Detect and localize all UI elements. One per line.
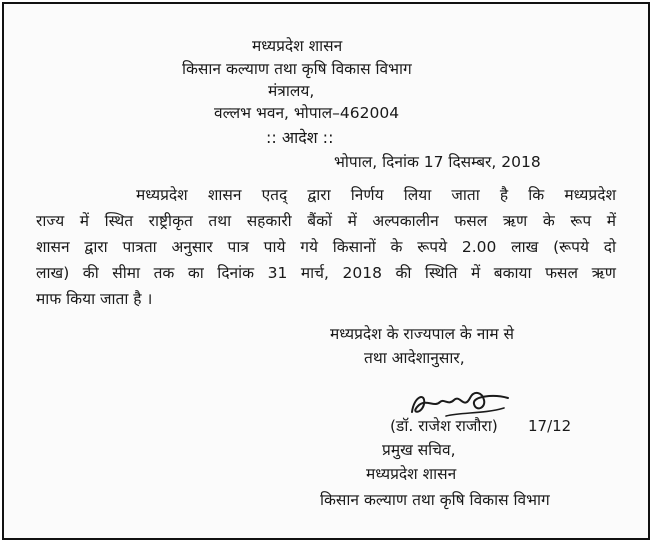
signatory-department: किसान कल्याण तथा कृषि विकास विभाग bbox=[320, 491, 550, 509]
body-line-4: लाख) की सीमा तक का दिनांक 31 मार्च, 2018 की स्थिति में बकाया फसल ऋण bbox=[36, 264, 616, 282]
date-line: भोपाल, दिनांक 17 दिसम्बर, 2018 bbox=[334, 153, 541, 171]
signatory-designation: प्रमुख सचिव, bbox=[382, 441, 456, 459]
signatory-name: (डॉ. राजेश राजौरा) bbox=[390, 417, 498, 435]
body-line-5: माफ किया जाता है । bbox=[36, 290, 153, 308]
signatory-office: मध्यप्रदेश शासन bbox=[366, 465, 457, 483]
header-address: वल्लभ भवन, भोपाल–462004 bbox=[214, 104, 400, 122]
body-line-2: राज्य में स्थित राष्ट्रीकृत तथा सहकारी बैंकों में अल्पकालीन फसल ऋण के रूप में bbox=[36, 212, 616, 230]
closing-line-2: तथा आदेशानुसार, bbox=[364, 349, 465, 367]
body-line-3: शासन द्वारा पात्रता अनुसार पात्र पाये गये किसानों के रूपये 2.00 लाख (रूपये दो bbox=[36, 238, 616, 256]
order-body bbox=[36, 182, 616, 312]
header-government: मध्यप्रदेश शासन bbox=[252, 37, 343, 55]
document-page bbox=[2, 2, 650, 540]
order-title: :: आदेश :: bbox=[266, 128, 334, 147]
header-department: किसान कल्याण तथा कृषि विकास विभाग bbox=[182, 60, 412, 78]
closing-line-1: मध्यप्रदेश के राज्यपाल के नाम से bbox=[330, 325, 515, 343]
body-line-1: मध्यप्रदेश शासन एतद् द्वारा निर्णय लिया जाता है कि मध्यप्रदेश bbox=[136, 186, 616, 204]
signature-date: 17/12 bbox=[528, 417, 572, 435]
header-ministry: मंत्रालय, bbox=[268, 82, 315, 100]
